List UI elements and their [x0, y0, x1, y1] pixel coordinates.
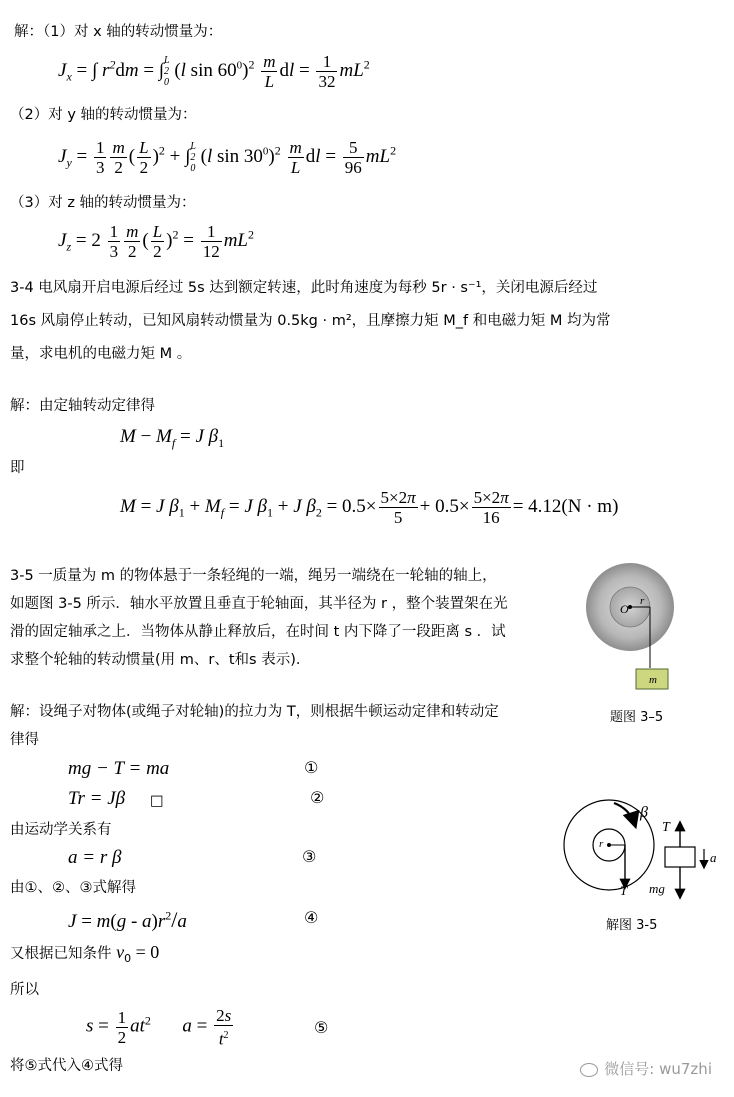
- p34-line1: 3-4 电风扇开启电源后经过 5s 达到额定转速，此时角速度为每秒 5r · s⁻¹，关闭电源后经过: [10, 280, 598, 296]
- sol-y-label: （2）对 y 轴的转动惯量为：: [10, 107, 197, 123]
- p35-solve: 由①、②、③式解得: [10, 880, 136, 896]
- eq-z: $J_z = 2$ $\frac{1}{3}$ $\frac{m}{2}$ ( $\frac{L}{2}$ )$^2$ = $\frac{1}{12}$ $mL^2$: [58, 222, 254, 261]
- eq-number-1: ①: [304, 758, 319, 777]
- p35-eq2: Tr = Jβ: [68, 788, 126, 809]
- p35-kin: 由运动学关系有: [10, 822, 112, 838]
- sol-fig-beta: β: [640, 804, 648, 821]
- sol-fig-T: T: [662, 820, 670, 835]
- p35-sol2: 律得: [10, 732, 39, 748]
- p35-eq5: s = $\frac{1}{2}$ $at^2$ a = $\frac{2s}{t^2}$: [86, 1006, 232, 1049]
- eq-number-3: ③: [302, 847, 317, 866]
- figure-3-5: [580, 555, 690, 695]
- p35-cond: 又根据已知条件 $v_0 = 0$: [10, 942, 160, 965]
- eq-x: $J_x$ = ∫ $r^2dm = \int L$ 2 0 (l $\sin 60^0)^2$ $\frac{m}{L}$ dl = $\frac{1}{32}$ $mL^2$: [58, 52, 370, 91]
- p34-eq1: $M - M_f = J$ $\beta_1$: [120, 426, 225, 450]
- eq-number-2: ②: [310, 788, 325, 807]
- p35-line4: 求整个轮轴的转动惯量(用 m、r、t和s 表示)．: [10, 652, 311, 668]
- fig-caption: 题图 3–5: [610, 710, 664, 725]
- p35-sol1: 解：设绳子对物体(或绳子对轮轴)的拉力为 T，则根据牛顿运动定律和转动定: [10, 704, 499, 720]
- p34-eq2: M = J $\beta_1 + M_f = J$ $\beta_1 + J$ $\beta_2 = 0.5\times$ $\frac{5\times 2\pi}{5}$ + 0.5× $\frac{5\times 2\pi}{16}$ = 4.12(N · m): [120, 488, 619, 527]
- sol-fig-T-lower: T: [620, 883, 628, 898]
- p35-eq3: a = r β: [68, 847, 122, 868]
- p35-suoyi: 所以: [10, 982, 39, 998]
- fig2-caption: 解图 3-5: [606, 918, 658, 933]
- p35-eq4: $J = m(g - a)r^2/a$: [68, 907, 187, 932]
- wechat-icon: [580, 1063, 598, 1077]
- wechat-watermark: 微信号: wu7zhi: [580, 1058, 712, 1079]
- eq-number-5: ⑤: [314, 1018, 329, 1037]
- p34-ji: 即: [10, 460, 25, 476]
- p34-line2: 16s 风扇停止转动，已知风扇转动惯量为 0.5kg · m²，且摩擦力矩 M_f 和电磁力矩 M 均为常: [10, 313, 611, 329]
- fig-radius-label: r: [640, 595, 645, 607]
- fig-mass-label: m: [649, 674, 657, 686]
- sol-fig-a: a: [710, 850, 717, 865]
- solution-figure-3-5: [552, 795, 732, 910]
- p35-line1: 3-5 一质量为 m 的物体悬于一条轻绳的一端，绳另一端绕在一轮轴的轴上，: [10, 568, 497, 584]
- p34-line3: 量，求电机的电磁力矩 M 。: [10, 346, 192, 362]
- sol-fig-mg: mg: [649, 881, 665, 896]
- p34-sol: 解：由定轴转动定律得: [10, 398, 155, 414]
- p35-eq1: mg − T = ma: [68, 758, 170, 779]
- p35-box: □: [150, 793, 164, 809]
- eq-number-4: ④: [304, 908, 319, 927]
- mass-block-outline: [665, 847, 695, 867]
- p35-final: 将⑤式代入④式得: [10, 1058, 123, 1074]
- sol-x-label: 解：（1）对 x 轴的转动惯量为：: [14, 24, 223, 40]
- p35-line2: 如题图 3-5 所示．轴水平放置且垂直于轮轴面，其半径为 r ，整个装置架在光: [10, 596, 508, 612]
- eq-y: $J_y$ = $\frac{1}{3}$ $\frac{m}{2}$ ( $\frac{L}{2}$ )$^2$ + ∫L 2 0 (l $\sin 30^0)^2$ $\frac{m}{L}$ dl = $\frac{5}{96}$ $mL^2$: [58, 138, 397, 177]
- fig-center-label: O: [620, 602, 629, 616]
- p35-line3: 滑的固定轴承之上．当物体从静止释放后，在时间 t 内下降了一段距离 s ．试: [10, 624, 506, 640]
- sol-fig-r-label: r: [599, 838, 604, 850]
- sol-z-label: （3）对 z 轴的转动惯量为：: [10, 195, 196, 211]
